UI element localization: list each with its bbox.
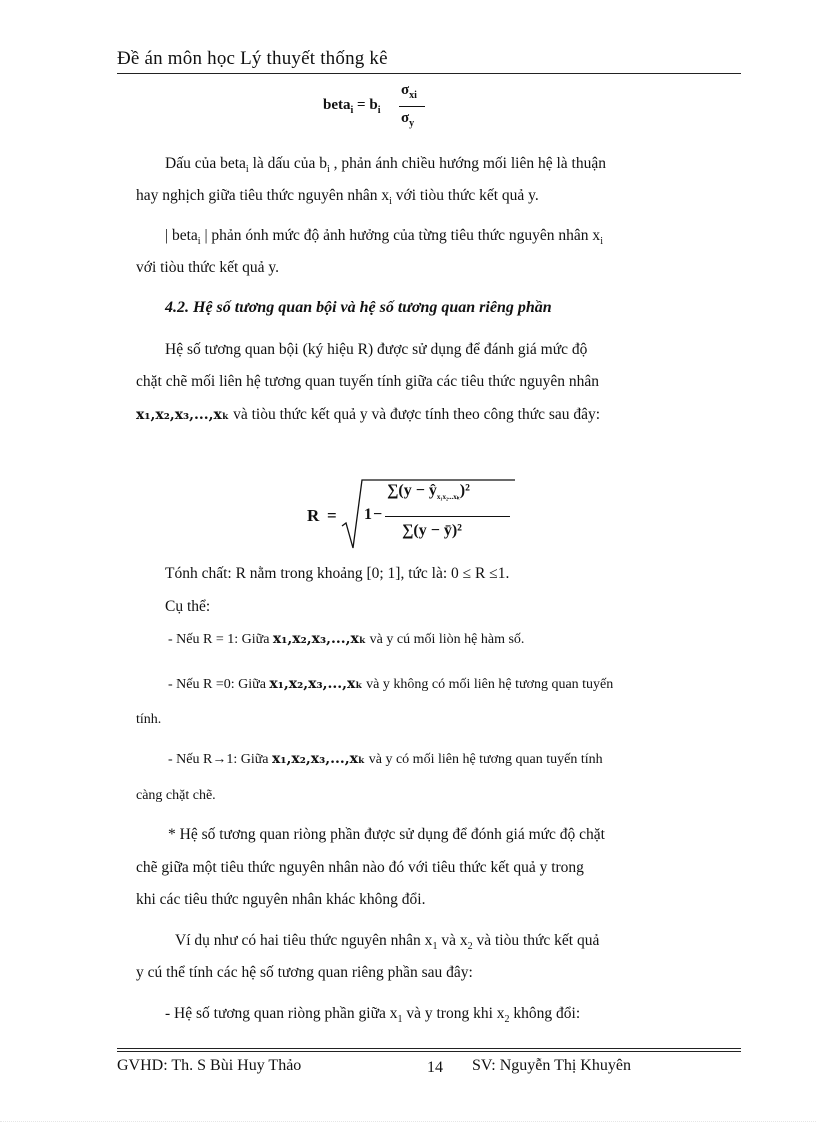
text-span: và y không có mối liên hệ tương quan tuyến: [362, 677, 614, 692]
text-span: với tiòu thức kết quả y.: [391, 187, 539, 204]
text-span: - Nếu R =0: Giữa: [168, 677, 270, 692]
text-span: - Nếu R→1: Giữa: [168, 752, 273, 767]
para-4-line-2: chẽ giữa một tiêu thức nguyên nhân nào đó với tiêu thức kết quả y trong: [136, 859, 584, 876]
variable-list: x₁,x₂,x₃,...,xₖ: [269, 676, 363, 692]
page-bottom-dotted-line: [0, 1121, 816, 1122]
text-span: là dấu của b: [248, 155, 328, 172]
r-formula: [307, 476, 527, 556]
subscript: i: [389, 196, 392, 208]
para-4-line-3: khi các tiêu thức nguyên nhân khác không đổi.: [136, 891, 426, 908]
footer-advisor: GVHD: Th. S Bùi Huy Thảo: [117, 1057, 302, 1074]
text-span: Dấu của beta: [165, 155, 246, 172]
subscript: i: [600, 236, 603, 248]
para-6-line-1: [165, 1005, 720, 1029]
variable-list: x₁,x₂,x₃,...,xₖ: [272, 631, 367, 647]
para-5-line-1: [175, 932, 720, 956]
beta-den: σ: [401, 110, 410, 126]
text-span: - Nếu R = 1: Giữa: [168, 632, 273, 647]
r-one: 1: [364, 506, 372, 523]
text-span: và tiòu thức kết quả y và được tính theo công thức sau đây:: [229, 406, 601, 423]
text-span: - Hệ số tương quan riòng phần giữa x: [165, 1005, 398, 1022]
para-1-line-1: [165, 155, 720, 179]
beta-den-sub: y: [409, 118, 415, 129]
variable-list: x₁,x₂,x₃,...,xₖ: [272, 751, 366, 767]
subscript: 2: [504, 1014, 510, 1026]
text-span: | beta: [165, 227, 198, 244]
beta-num-sub: xi: [409, 90, 417, 101]
text-span: Ví dụ như có hai tiêu thức nguyên nhân x: [175, 932, 433, 949]
case-3: [168, 750, 752, 769]
para-4-line-1: * Hệ số tương quan riòng phần được sử dụng để đónh giá mức độ chặt: [168, 826, 605, 843]
beta-eq: =: [357, 97, 366, 113]
para-3-line-3: [136, 406, 720, 424]
para-5-line-2: y cú thể tính các hệ số tương quan riêng phần sau đây:: [136, 964, 473, 981]
footer-rule-bottom: [117, 1051, 741, 1052]
subscript: i: [245, 164, 249, 176]
case-3-cont: càng chặt chẽ.: [136, 788, 216, 803]
beta-b-sub: i: [377, 105, 381, 116]
r-lhs: R: [307, 506, 320, 525]
subscript: 1: [397, 1014, 403, 1026]
property-line: Tónh chất: R nằm trong khoảng [0; 1], tức là: 0 ≤ R ≤1.: [165, 565, 510, 582]
text-span: và y trong khi x: [402, 1005, 505, 1022]
text-span: | phản ónh mức độ ảnh hưởng của từng tiêu thức nguyên nhân x: [200, 227, 601, 244]
case-2: [168, 675, 752, 694]
para-2-line-1: [165, 227, 720, 251]
r-eq: =: [327, 506, 337, 525]
subscript: i: [327, 164, 330, 176]
footer-rule-top: [117, 1048, 741, 1049]
text-span: và y có mối liên hệ tương quan tuyến tính: [365, 752, 603, 767]
page-header-title: Đề án môn học Lý thuyết thống kê: [117, 48, 388, 69]
text-span: và x: [437, 932, 468, 949]
header-rule: [117, 73, 741, 74]
subscript: 1: [432, 941, 438, 953]
text-span: )²: [459, 482, 470, 499]
text-span: hay nghịch giữa tiêu thức nguyên nhân x: [136, 187, 390, 204]
beta-formula: [323, 84, 463, 134]
r-denominator: ∑(y − ȳ)²: [402, 522, 462, 539]
beta-b: b: [369, 97, 378, 113]
case-2-cont: tính.: [136, 712, 162, 727]
beta-lhs-sub: i: [350, 105, 354, 116]
footer-page-number: 14: [427, 1059, 443, 1076]
r-numerator: [387, 482, 470, 501]
text-span: , phản ánh chiều hướng mối liên hệ là thuận: [329, 155, 606, 172]
text-span: ∑(y − ŷ: [387, 482, 437, 499]
subscript: x₁x₂...xₖ: [436, 493, 460, 502]
case-1: [168, 630, 752, 649]
para-3-line-2: chặt chẽ mối liên hệ tương quan tuyến tính giữa các tiêu thức nguyên nhân: [136, 373, 599, 390]
subscript: i: [197, 236, 201, 248]
beta-lhs: beta: [323, 97, 351, 113]
r-minus: −: [373, 506, 383, 523]
r-fraction-bar: [385, 516, 510, 517]
text-span: không đổi:: [509, 1005, 581, 1022]
text-span: và y cú mối liòn hệ hàm số.: [366, 632, 525, 647]
para-1-line-2: [136, 187, 720, 211]
footer-student: SV: Nguyễn Thị Khuyên: [472, 1057, 631, 1074]
beta-fraction-bar: [399, 106, 425, 107]
para-2-line-2: với tiòu thức kết quả y.: [136, 259, 280, 276]
subscript: 2: [467, 941, 473, 953]
variable-list: x₁,x₂,x₃,...,xₖ: [136, 407, 230, 423]
beta-num: σ: [401, 82, 410, 98]
specifically-line: Cụ thể:: [165, 598, 211, 615]
text-span: và tiòu thức kết quả: [472, 932, 600, 949]
section-heading: 4.2. Hệ số tương quan bội và hệ số tương quan riêng phần: [165, 299, 552, 316]
para-3-line-1: Hệ số tương quan bội (ký hiệu R) được sử dụng để đánh giá mức độ: [165, 341, 588, 358]
